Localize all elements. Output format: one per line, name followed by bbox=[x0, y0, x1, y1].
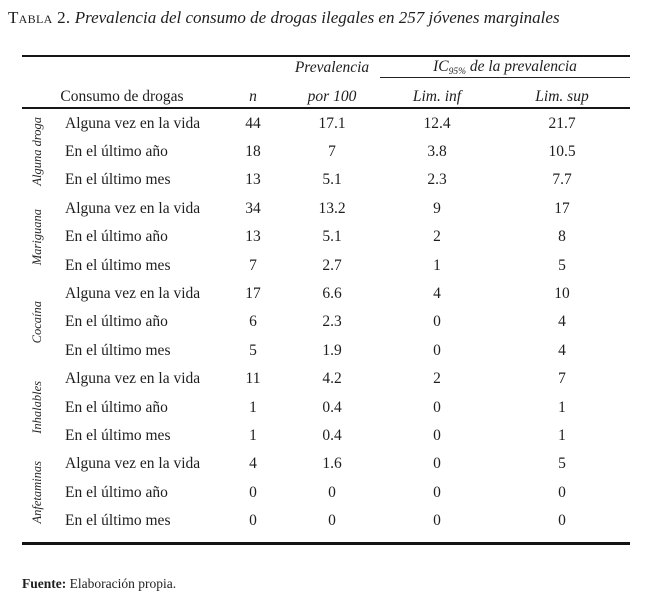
drug-group-alguna-droga bbox=[22, 109, 630, 194]
cell-n: 1 bbox=[249, 398, 257, 416]
group-label: Mariguana bbox=[29, 208, 44, 265]
row-label: En el último mes bbox=[65, 256, 171, 274]
group-label-cell bbox=[22, 279, 52, 364]
source-label: Fuente: bbox=[22, 575, 67, 591]
header-prevalencia-line1: Prevalencia bbox=[294, 59, 370, 76]
cell-prevalence: 5.1 bbox=[322, 171, 342, 189]
cell-lim-inf: 0 bbox=[433, 512, 441, 530]
cell-lim-sup: 1 bbox=[558, 398, 566, 416]
table-row bbox=[52, 393, 630, 421]
table-row bbox=[52, 223, 630, 251]
row-label: Alguna vez en la vida bbox=[65, 114, 201, 132]
group-label: Anfetaminas bbox=[29, 461, 44, 524]
table-row bbox=[52, 365, 630, 393]
table-row bbox=[52, 421, 630, 449]
group-label: Inhalables bbox=[29, 380, 44, 434]
cell-lim-inf: 0 bbox=[433, 398, 441, 416]
cell-lim-inf: 0 bbox=[433, 483, 441, 501]
cell-n: 11 bbox=[245, 370, 261, 388]
cell-prevalence: 0 bbox=[328, 512, 336, 530]
group-label: Alguna droga bbox=[29, 117, 44, 186]
drug-group-anfetaminas bbox=[22, 450, 630, 535]
table-row bbox=[52, 336, 630, 364]
table-title bbox=[0, 0, 648, 30]
row-label: En el último año bbox=[65, 143, 168, 161]
table-row bbox=[52, 450, 630, 478]
row-label: En el último mes bbox=[65, 426, 171, 444]
cell-lim-sup: 17 bbox=[554, 199, 570, 217]
cell-n: 13 bbox=[245, 228, 261, 246]
row-label: Alguna vez en la vida bbox=[65, 455, 201, 473]
cell-prevalence: 0.4 bbox=[322, 398, 342, 416]
table-header bbox=[22, 55, 630, 109]
row-label: En el último año bbox=[65, 228, 168, 246]
ic-subscript: 95% bbox=[448, 67, 466, 77]
cell-lim-sup: 7.7 bbox=[552, 171, 572, 189]
table-body bbox=[22, 109, 630, 545]
cell-prevalence: 17.1 bbox=[318, 114, 346, 132]
group-label-cell bbox=[22, 450, 52, 535]
ic-rest: de la prevalencia bbox=[466, 58, 577, 75]
cell-n: 0 bbox=[249, 483, 257, 501]
cell-n: 17 bbox=[245, 285, 261, 303]
cell-lim-inf: 0 bbox=[433, 455, 441, 473]
row-label: En el último año bbox=[65, 398, 168, 416]
cell-lim-sup: 5 bbox=[558, 455, 566, 473]
cell-lim-sup: 4 bbox=[558, 341, 566, 359]
cell-prevalence: 0.4 bbox=[322, 426, 342, 444]
table-row bbox=[52, 137, 630, 165]
table-number-label: Tabla 2. bbox=[8, 8, 71, 27]
header-lim-sup: Lim. sup bbox=[535, 88, 589, 105]
table-row bbox=[52, 478, 630, 506]
table-row bbox=[52, 251, 630, 279]
cell-lim-inf: 0 bbox=[433, 426, 441, 444]
cell-prevalence: 2.3 bbox=[322, 313, 342, 331]
cell-prevalence: 6.6 bbox=[322, 285, 342, 303]
cell-prevalence: 0 bbox=[328, 483, 336, 501]
cell-lim-inf: 9 bbox=[433, 199, 441, 217]
cell-lim-inf: 2 bbox=[433, 228, 441, 246]
cell-prevalence: 2.7 bbox=[322, 256, 342, 274]
row-label: Alguna vez en la vida bbox=[65, 285, 201, 303]
cell-prevalence: 7 bbox=[328, 143, 336, 161]
cell-lim-sup: 21.7 bbox=[548, 114, 576, 132]
cell-lim-sup: 5 bbox=[558, 256, 566, 274]
cell-lim-inf: 2 bbox=[433, 370, 441, 388]
cell-lim-inf: 3.8 bbox=[427, 143, 447, 161]
row-label: En el último mes bbox=[65, 512, 171, 530]
row-label: En el último año bbox=[65, 483, 168, 501]
cell-lim-sup: 0 bbox=[558, 483, 566, 501]
cell-n: 0 bbox=[249, 512, 257, 530]
header-ic-span bbox=[380, 57, 630, 78]
row-label: En el último mes bbox=[65, 341, 171, 359]
table-title-text: Prevalencia del consumo de drogas ilegales en 257 jóvenes marginales bbox=[70, 8, 560, 27]
drug-group-mariguana bbox=[22, 194, 630, 279]
cell-lim-sup: 10.5 bbox=[548, 143, 576, 161]
cell-lim-inf: 0 bbox=[433, 341, 441, 359]
cell-lim-sup: 0 bbox=[558, 512, 566, 530]
header-row-top bbox=[22, 57, 630, 78]
table-row bbox=[52, 194, 630, 222]
cell-lim-sup: 10 bbox=[554, 285, 570, 303]
cell-lim-inf: 4 bbox=[433, 285, 441, 303]
cell-n: 18 bbox=[245, 143, 261, 161]
cell-lim-sup: 8 bbox=[558, 228, 566, 246]
table-row bbox=[52, 109, 630, 137]
row-label: En el último año bbox=[65, 313, 168, 331]
header-consumo: Consumo de drogas bbox=[60, 88, 184, 105]
cell-n: 1 bbox=[249, 426, 257, 444]
prevalence-table bbox=[22, 55, 630, 545]
cell-n: 7 bbox=[249, 256, 257, 274]
cell-n: 5 bbox=[249, 341, 257, 359]
cell-prevalence: 1.6 bbox=[322, 455, 342, 473]
header-prevalencia-line2: por 100 bbox=[307, 88, 357, 105]
cell-prevalence: 4.2 bbox=[322, 370, 342, 388]
cell-prevalence: 13.2 bbox=[318, 199, 346, 217]
cell-lim-inf: 2.3 bbox=[427, 171, 447, 189]
ic-label: $IC_{95\%}$ de la prevalencia bbox=[433, 58, 577, 77]
row-label: En el último mes bbox=[65, 171, 171, 189]
table-row bbox=[52, 308, 630, 336]
header-row-bottom bbox=[22, 78, 630, 107]
row-label: Alguna vez en la vida bbox=[65, 199, 201, 217]
table-row bbox=[52, 279, 630, 307]
cell-n: 6 bbox=[249, 313, 257, 331]
cell-lim-sup: 7 bbox=[558, 370, 566, 388]
header-n: n bbox=[249, 88, 257, 105]
cell-lim-inf: 1 bbox=[433, 256, 441, 274]
drug-group-inhalables bbox=[22, 365, 630, 450]
cell-n: 44 bbox=[245, 114, 261, 132]
source-text: Elaboración propia. bbox=[66, 575, 177, 591]
cell-n: 13 bbox=[245, 171, 261, 189]
cell-prevalence: 5.1 bbox=[322, 228, 342, 246]
cell-n: 4 bbox=[249, 455, 257, 473]
table-row bbox=[52, 506, 630, 534]
drug-group-cocaina bbox=[22, 279, 630, 364]
cell-lim-sup: 1 bbox=[558, 426, 566, 444]
cell-lim-inf: 0 bbox=[433, 313, 441, 331]
cell-prevalence: 1.9 bbox=[322, 341, 342, 359]
group-label-cell bbox=[22, 109, 52, 194]
group-label-cell bbox=[22, 365, 52, 450]
table-row bbox=[52, 166, 630, 194]
row-label: Alguna vez en la vida bbox=[65, 370, 201, 388]
cell-lim-inf: 12.4 bbox=[423, 114, 451, 132]
source-note bbox=[22, 575, 648, 593]
group-label-cell bbox=[22, 194, 52, 279]
cell-lim-sup: 4 bbox=[558, 313, 566, 331]
header-lim-inf: Lim. inf bbox=[412, 88, 462, 105]
cell-n: 34 bbox=[245, 199, 261, 217]
group-label: Cocaína bbox=[29, 300, 44, 344]
